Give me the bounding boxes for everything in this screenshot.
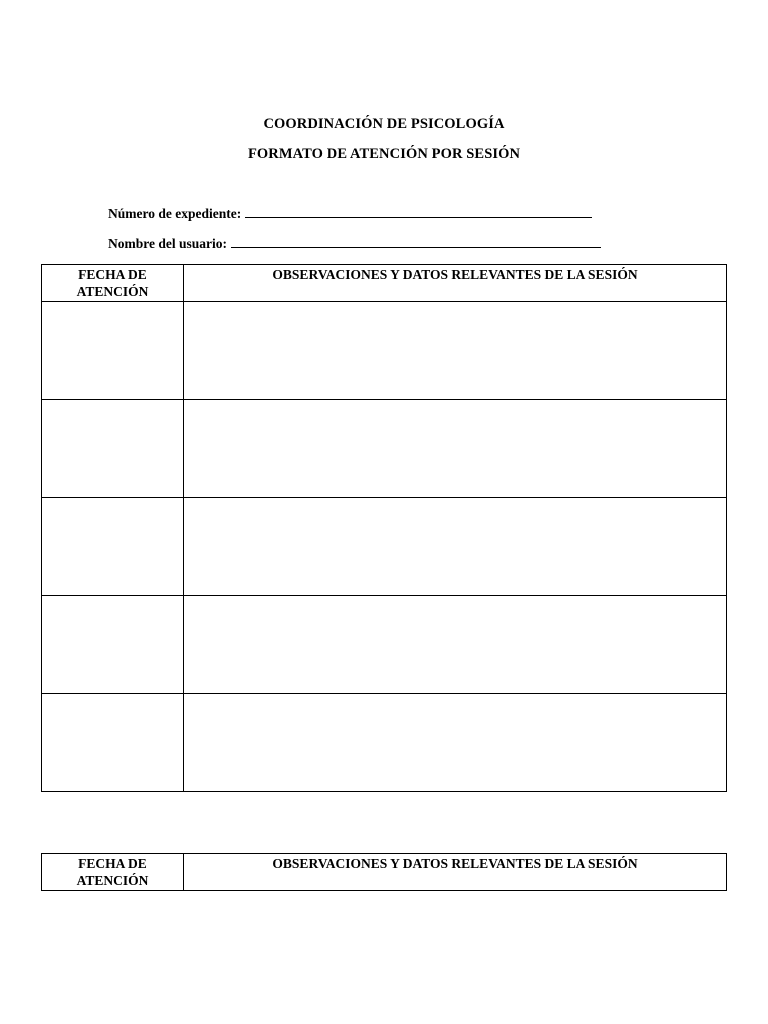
observations-cell[interactable] xyxy=(184,302,727,400)
table-row xyxy=(42,400,727,498)
observations-cell[interactable] xyxy=(184,596,727,694)
date-cell[interactable] xyxy=(42,498,184,596)
date-cell[interactable] xyxy=(42,302,184,400)
date-cell[interactable] xyxy=(42,400,184,498)
observations-header-text: OBSERVACIONES Y DATOS RELEVANTES DE LA SESIÓN xyxy=(272,267,638,282)
observations-cell[interactable] xyxy=(184,694,727,792)
document-title: COORDINACIÓN DE PSICOLOGÍA xyxy=(263,116,505,132)
observations-header-text: OBSERVACIONES Y DATOS RELEVANTES DE LA SESIÓN xyxy=(272,856,638,871)
usuario-field xyxy=(108,235,601,252)
table-row xyxy=(42,498,727,596)
date-column-header xyxy=(42,265,184,302)
session-table xyxy=(41,264,727,792)
observations-column-header xyxy=(184,854,727,891)
date-header-text: FECHA DE ATENCIÓN xyxy=(76,856,149,888)
table-row xyxy=(42,596,727,694)
date-cell[interactable] xyxy=(42,596,184,694)
document-subtitle: FORMATO DE ATENCIÓN POR SESIÓN xyxy=(247,146,521,162)
date-header-text: FECHA DE ATENCIÓN xyxy=(76,267,149,299)
observations-cell[interactable] xyxy=(184,498,727,596)
observations-column-header xyxy=(184,265,727,302)
expediente-label: Número de expediente: xyxy=(108,206,242,221)
observations-cell[interactable] xyxy=(184,400,727,498)
usuario-label: Nombre del usuario: xyxy=(108,236,228,251)
table-row xyxy=(42,302,727,400)
table-row xyxy=(42,694,727,792)
table-header-row xyxy=(42,854,727,891)
session-table-continued xyxy=(41,853,727,891)
date-cell[interactable] xyxy=(42,694,184,792)
date-column-header xyxy=(42,854,184,891)
table-header-row xyxy=(42,265,727,302)
usuario-blank-line[interactable] xyxy=(231,235,601,248)
expediente-field xyxy=(108,205,592,222)
expediente-blank-line[interactable] xyxy=(245,205,592,218)
